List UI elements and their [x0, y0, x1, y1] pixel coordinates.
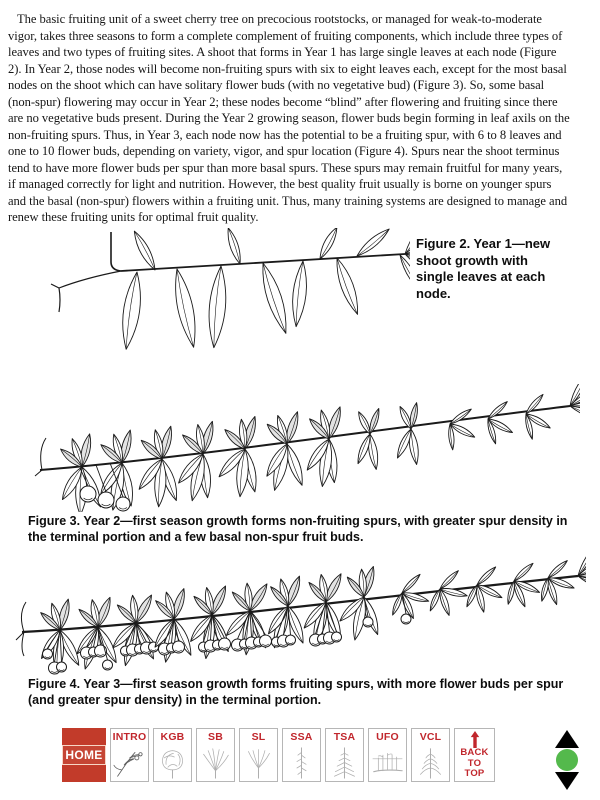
ufo-cordon-tree-icon	[371, 744, 404, 781]
spanish-bush-tree-icon	[199, 744, 232, 781]
nav-button-sb[interactable]: SB	[196, 728, 235, 782]
nav-button-intro[interactable]: INTRO	[110, 728, 149, 782]
nav-button-kgb[interactable]: KGB	[153, 728, 192, 782]
nav-button-ufo[interactable]: UFO	[368, 728, 407, 782]
nav-button-tsa[interactable]: TSA	[325, 728, 364, 782]
scroll-indicator[interactable]	[552, 729, 582, 796]
figure3-caption: Figure 3. Year 2—first season growth forms non-fruiting spurs, with greater spur density in the terminal portion and a few basal non-spur fruit buds.	[28, 514, 568, 544]
up-arrow-icon	[469, 731, 481, 748]
intro-paragraph: The basic fruiting unit of a sweet cherry tree on precocious rootstocks, or managed for weak-to-moderate vigor, takes three seasons to form a complete complement of fruiting components, which include three types of leaves and two types of fruiting sites. A shoot that forms in Year 1 has large single leaves at each node (Figure 2). In Year 2, those nodes will become non-fruiting spurs with six to eight leaves each, except for the most basal nodes on the shoot which can have solitary flower buds (with no vegetative bud) (Figure 3). So, some basal (non-spur) flowering may occur in Year 2; these nodes become “blind” after flowering and fruiting since there are no vegetative buds present. During the Year 2 growing season, flower buds begin forming in leaf axils on the non-fruiting spurs. Thus, in Year 3, each node now has the potential to be a fruiting spur, with 6 to 8 leaves and one to 10 flower buds, depending on variety, vigor, and spur location (Figure 4). Spurs near the shoot terminus tend to have more flower buds per spur than more basal spurs. These spurs may remain fruitful for many years, if managed correctly for light and nutrition. However, the best quality fruit usually is borne on younger spurs and the basal (non-spur) flowers within a fruiting unit. Thus, many training systems are designed to manage and renew these fruiting units for optimal fruit quality.	[8, 12, 570, 224]
figure3-illustration	[22, 384, 580, 512]
nav-button-vcl[interactable]: VCL	[411, 728, 450, 782]
figure4-illustration	[8, 552, 586, 675]
home-button-label: HOME	[62, 745, 105, 765]
scroll-handle-dot[interactable]	[556, 749, 578, 771]
branch-sketch-icon	[113, 744, 146, 781]
figure4-caption: Figure 4. Year 3—first season growth forms fruiting spurs, with more flower buds per spur (and greater spur density) in the terminal portion.	[28, 677, 564, 707]
back-to-top-button[interactable]: BACK TO TOP	[454, 728, 495, 782]
figure2-illustration	[25, 228, 410, 368]
steep-leader-tree-icon	[242, 744, 275, 781]
nav-button-sl[interactable]: SL	[239, 728, 278, 782]
home-button[interactable]	[62, 728, 106, 782]
bottom-navigation	[62, 728, 495, 782]
nav-button-ssa[interactable]: SSA	[282, 728, 321, 782]
scroll-up-arrow[interactable]	[555, 730, 579, 748]
figure2-caption: Figure 2. Year 1—new shoot growth with single leaves at each node.	[416, 236, 551, 301]
super-slender-axe-tree-icon	[285, 744, 318, 781]
tall-spindle-axe-tree-icon	[328, 744, 361, 781]
scroll-down-arrow[interactable]	[555, 772, 579, 790]
kgb-bush-tree-icon	[156, 744, 189, 781]
vogel-central-leader-tree-icon	[414, 744, 447, 781]
